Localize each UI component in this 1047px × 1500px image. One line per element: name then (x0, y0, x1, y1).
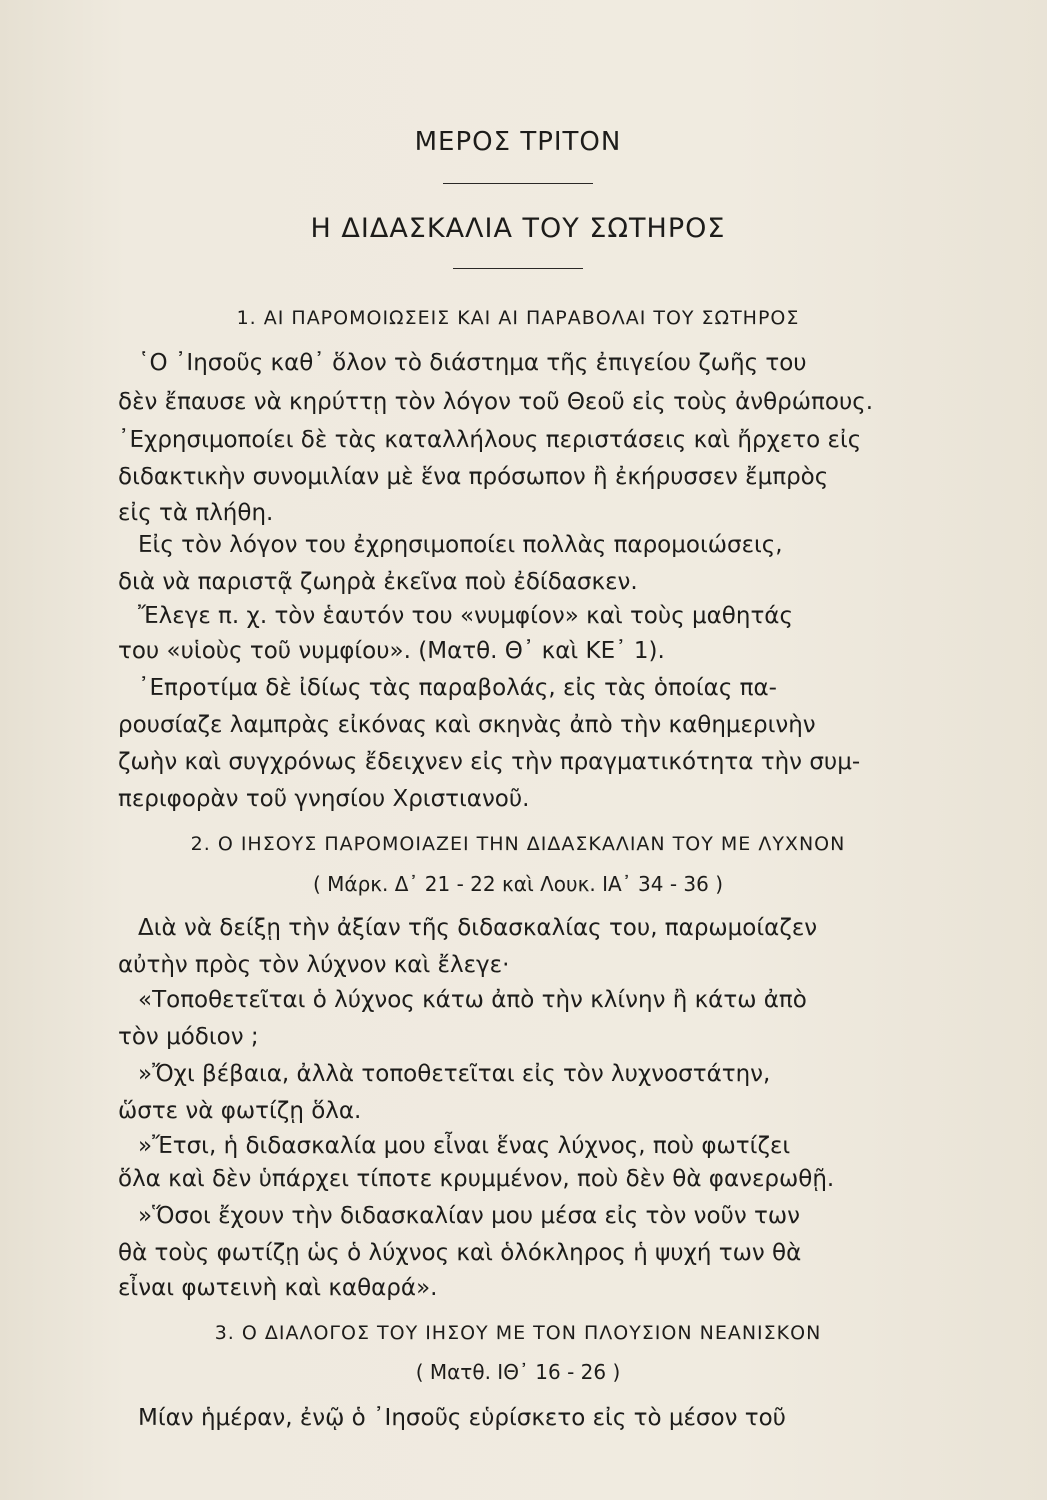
body-line: εἶναι φωτεινὴ καὶ καθαρά». (118, 1275, 438, 1301)
section-3-heading: 3. Ο ΔΙΑΛΟΓΟΣ ΤΟΥ ΙΗΣΟΥ ΜΕ ΤΟΝ ΠΛΟΥΣΙΟΝ ΝΕΑΝΙΣΚΟΝ (214, 1322, 822, 1344)
title-divider-top (443, 183, 593, 184)
body-line: διὰ νὰ παριστᾷ ζωηρὰ ἐκεῖνα ποὺ ἐδίδασκεν. (118, 569, 638, 595)
body-line: »Ὅσοι ἔχουν τὴν διδασκαλίαν μου μέσα εἰς τὸν νοῦν των (138, 1203, 800, 1229)
body-line: εἰς τὰ πλήθη. (118, 500, 274, 526)
chapter-title: Η ΔΙΔΑΣΚΑΛΙΑ ΤΟΥ ΣΩΤΗΡΟΣ (310, 213, 726, 244)
body-line: »Ἔτσι, ἡ διδασκαλία μου εἶναι ἕνας λύχνος, ποὺ φωτίζει (138, 1133, 791, 1159)
section-1-heading: 1. ΑΙ ΠΑΡΟΜΟΙΩΣΕΙΣ ΚΑΙ ΑΙ ΠΑΡΑΒΟΛΑΙ ΤΟΥ ΣΩΤΗΡΟΣ (236, 307, 800, 329)
section-2-heading: 2. Ο ΙΗΣΟΥΣ ΠΑΡΟΜΟΙΑΖΕΙ ΤΗΝ ΔΙΔΑΣΚΑΛΙΑΝ ΤΟΥ ΜΕ ΛΥΧΝΟΝ (190, 833, 846, 855)
body-line: ᾽Επροτίμα δὲ ἰδίως τὰς παραβολάς, εἰς τὰς ὁποίας πα- (138, 675, 777, 701)
section-3-citation: ( Ματθ. ΙΘ᾽ 16 - 26 ) (415, 1360, 621, 1384)
body-line: διδακτικὴν συνομιλίαν μὲ ἕνα πρόσωπον ἢ ἐκήρυσσεν ἔμπρὸς (118, 464, 829, 490)
body-line: »Ὄχι βέβαια, ἀλλὰ τοποθετεῖται εἰς τὸν λυχνοστάτην, (138, 1061, 771, 1087)
body-line: ὅλα καὶ δὲν ὑπάρχει τίποτε κρυμμένον, ποὺ δὲν θὰ φανερωθῇ. (118, 1166, 835, 1192)
body-line: δὲν ἔπαυσε νὰ κηρύττῃ τὸν λόγον τοῦ Θεοῦ εἰς τοὺς ἀνθρώπους. (118, 389, 874, 415)
title-divider-bottom (453, 268, 583, 269)
body-line: περιφορὰν τοῦ γνησίου Χριστιανοῦ. (118, 786, 530, 812)
body-line: «Τοποθετεῖται ὁ λύχνος κάτω ἀπὸ τὴν κλίνην ἢ κάτω ἀπὸ (138, 987, 807, 1013)
body-line: Εἰς τὸν λόγον του ἐχρησιμοποίει πολλὰς παρομοιώσεις, (138, 532, 783, 558)
body-line: ζωὴν καὶ συγχρόνως ἔδειχνεν εἰς τὴν πραγματικότητα τὴν συμ- (118, 749, 861, 775)
part-title: ΜΕΡΟΣ ΤΡΙΤΟΝ (414, 127, 622, 157)
body-line: ᾽Εχρησιμοποίει δὲ τὰς καταλλήλους περιστάσεις καὶ ἤρχετο εἰς (118, 427, 862, 453)
body-line: αὐτὴν πρὸς τὸν λύχνον καὶ ἔλεγε· (118, 952, 510, 978)
body-line: Μίαν ἡμέραν, ἐνῷ ὁ ᾽Ιησοῦς εὑρίσκετο εἰς τὸ μέσον τοῦ (138, 1405, 786, 1431)
body-line: ρουσίαζε λαμπρὰς εἰκόνας καὶ σκηνὰς ἀπὸ τὴν καθημερινὴν (118, 712, 816, 738)
section-2-citation: ( Μάρκ. Δ᾽ 21 - 22 καὶ Λουκ. ΙΑ᾽ 34 - 36 ) (312, 872, 724, 896)
body-line: Ἔλεγε π. χ. τὸν ἑαυτόν του «νυμφίον» καὶ τοὺς μαθητάς (138, 603, 793, 629)
body-line: τὸν μόδιον ; (118, 1024, 259, 1050)
body-line: θὰ τοὺς φωτίζῃ ὡς ὁ λύχνος καὶ ὁλόκληρος ἡ ψυχή των θὰ (118, 1240, 802, 1266)
body-line: Διὰ νὰ δείξῃ τὴν ἀξίαν τῆς διδασκαλίας του, παρωμοίαζεν (138, 915, 818, 941)
body-line: ὥστε νὰ φωτίζῃ ὅλα. (118, 1098, 362, 1124)
body-line: του «υἱοὺς τοῦ νυμφίου». (Ματθ. Θ᾽ καὶ ΚΕ᾽ 1). (118, 638, 665, 664)
body-line: ῾Ο ᾽Ιησοῦς καθ᾽ ὅλον τὸ διάστημα τῆς ἐπιγείου ζωῆς του (138, 350, 807, 376)
